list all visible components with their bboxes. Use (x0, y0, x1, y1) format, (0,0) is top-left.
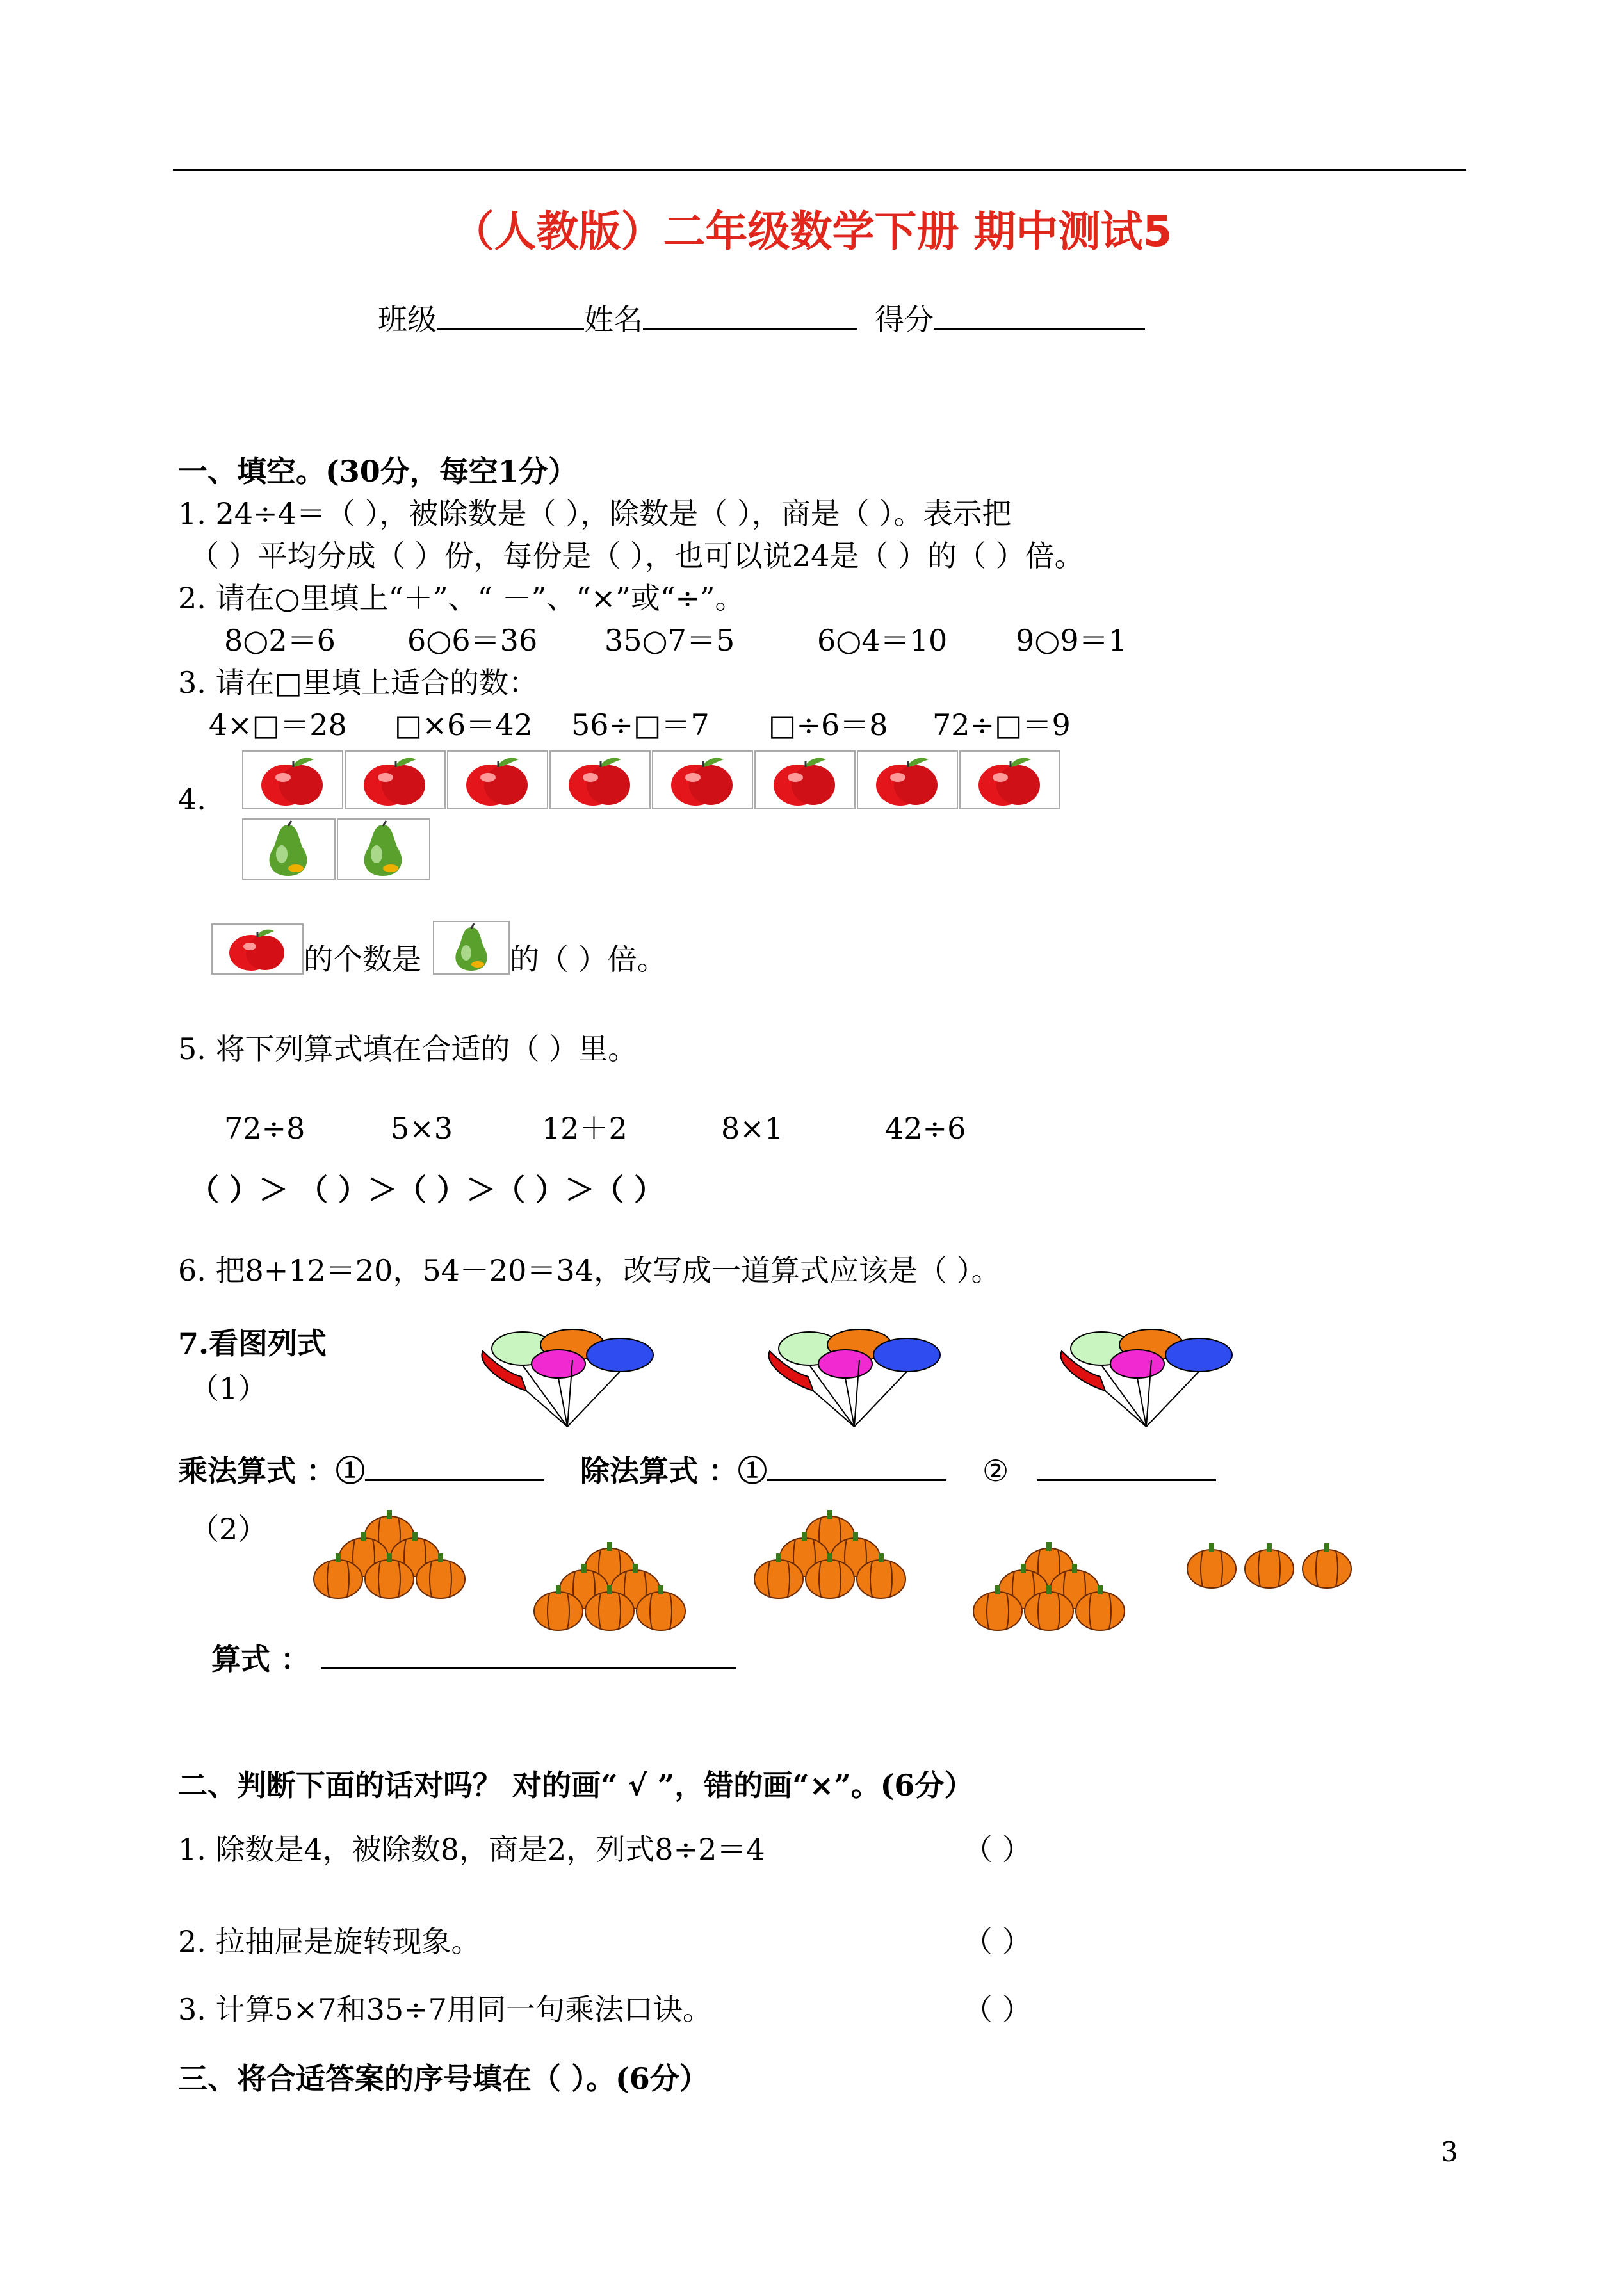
judge-bracket[interactable]: （ ） (963, 1992, 1032, 2027)
q2-item: 6○6＝36 (407, 623, 538, 658)
q2-text: 2. 请在○里填上“＋”、“ －”、“×”或“÷”。 (178, 581, 745, 615)
q4-label: 4. (178, 782, 206, 816)
div-blank-2[interactable] (1037, 1450, 1216, 1481)
q6-text: 6. 把8+12＝20，54－20＝34，改写成一道算式应该是（ ）。 (178, 1253, 1001, 1288)
q7-mult-label: 乘法算式 ：① (178, 1454, 366, 1488)
div-blank-1[interactable] (767, 1450, 946, 1481)
q3-item: 72÷□＝9 (932, 708, 1071, 742)
class-blank[interactable] (437, 298, 584, 330)
class-label: 班级 (378, 302, 437, 337)
section3-heading: 三、将合适答案的序号填在（ ）。(6分） (178, 2061, 709, 2096)
page-title: （人教版）二年级数学下册 期中测试5 (451, 207, 1173, 256)
q3-item: 4×□＝28 (209, 708, 347, 742)
balloon-group (763, 1319, 955, 1428)
apple-icon-box (211, 923, 304, 975)
q5-item: 42÷6 (885, 1111, 966, 1146)
pumpkin-group (300, 1510, 485, 1606)
q7-formula-line (178, 1450, 1216, 1489)
pear-icon (434, 922, 508, 973)
q7-part1: （1） (190, 1371, 268, 1406)
pear-icon (337, 818, 430, 880)
q5-item: 12＋2 (542, 1111, 628, 1146)
q7-div-label: 除法算式 ：① (580, 1454, 768, 1488)
mult-blank[interactable] (365, 1450, 544, 1481)
judge-bracket[interactable]: （ ） (963, 1924, 1032, 1959)
top-rule (173, 169, 1466, 171)
apple-icon (959, 750, 1060, 809)
q2-item: 6○4＝10 (817, 623, 948, 658)
apple-icon (345, 750, 446, 809)
apple-icon (857, 750, 958, 809)
q3-item: □×6＝42 (394, 708, 533, 742)
pear-icon-box (433, 921, 510, 975)
q7-formula-label: 算式 ： (211, 1642, 311, 1676)
apple-icon (652, 750, 753, 809)
q7-part2: （2） (190, 1512, 268, 1546)
apple-icon (754, 750, 856, 809)
pear-icon (242, 818, 336, 880)
q5-order-blanks[interactable]: （ ）＞ （ ）＞（ ）＞（ ）＞（ ） (190, 1172, 664, 1207)
q2-item: 35○7＝5 (605, 623, 735, 658)
apple-icon (447, 750, 548, 809)
balloon-group (1055, 1319, 1247, 1428)
judge-bracket[interactable]: （ ） (963, 1832, 1032, 1867)
page-number: 3 (1441, 2136, 1458, 2168)
q1-line1: 1. 24÷4＝（ ），被除数是（ ），除数是（ ），商是（ ）。表示把 (178, 496, 1012, 531)
q5-item: 72÷8 (224, 1111, 305, 1146)
judge-item: 1. 除数是4，被除数8，商是2，列式8÷2＝4 (178, 1832, 765, 1867)
name-label: 姓名 (584, 302, 643, 337)
section1-heading: 一、填空。(30分，每空1分） (178, 454, 578, 489)
q3-item: 56÷□＝7 (571, 708, 710, 742)
q1-line2: （ ）平均分成（ ）份，每份是（ ），也可以说24是（ ）的（ ）倍。 (190, 539, 1084, 573)
q2-item: 9○9＝1 (1016, 623, 1127, 658)
q7-circ2: ② (982, 1454, 1009, 1488)
score-blank[interactable] (934, 298, 1145, 330)
q5-item: 5×3 (391, 1111, 453, 1146)
apple-icon (242, 750, 343, 809)
name-blank[interactable] (643, 298, 857, 330)
q7-heading: 7.看图列式 (178, 1326, 327, 1361)
score-label: 得分 (875, 302, 934, 337)
section2-heading: 二、判断下面的话对吗？ 对的画“ √ ”，错的画“×”。(6分） (178, 1768, 974, 1803)
pumpkin-group (959, 1542, 1145, 1638)
judge-item: 3. 计算5×7和35÷7用同一句乘法口诀。 (178, 1992, 712, 2027)
q7-formula2-line (211, 1638, 736, 1677)
judge-item: 2. 拉抽屉是旋转现象。 (178, 1924, 481, 1959)
balloon-group (476, 1319, 669, 1428)
q5-text: 5. 将下列算式填在合适的（ ）里。 (178, 1032, 638, 1066)
q3-item: □÷6＝8 (768, 708, 888, 742)
apple-icon (213, 925, 302, 973)
pumpkin-group (520, 1542, 706, 1638)
q2-item: 8○2＝6 (224, 623, 336, 658)
q4-text-a: 的个数是 (304, 942, 421, 977)
formula-blank[interactable] (321, 1638, 736, 1669)
pumpkin-group (740, 1510, 926, 1606)
q4-text-b: 的（ ）倍。 (510, 942, 667, 977)
q3-text: 3. 请在□里填上适合的数： (178, 665, 538, 700)
pumpkin-group (1182, 1543, 1368, 1639)
student-info-line (378, 298, 1145, 337)
apple-icon (549, 750, 651, 809)
q5-item: 8×1 (721, 1111, 784, 1146)
